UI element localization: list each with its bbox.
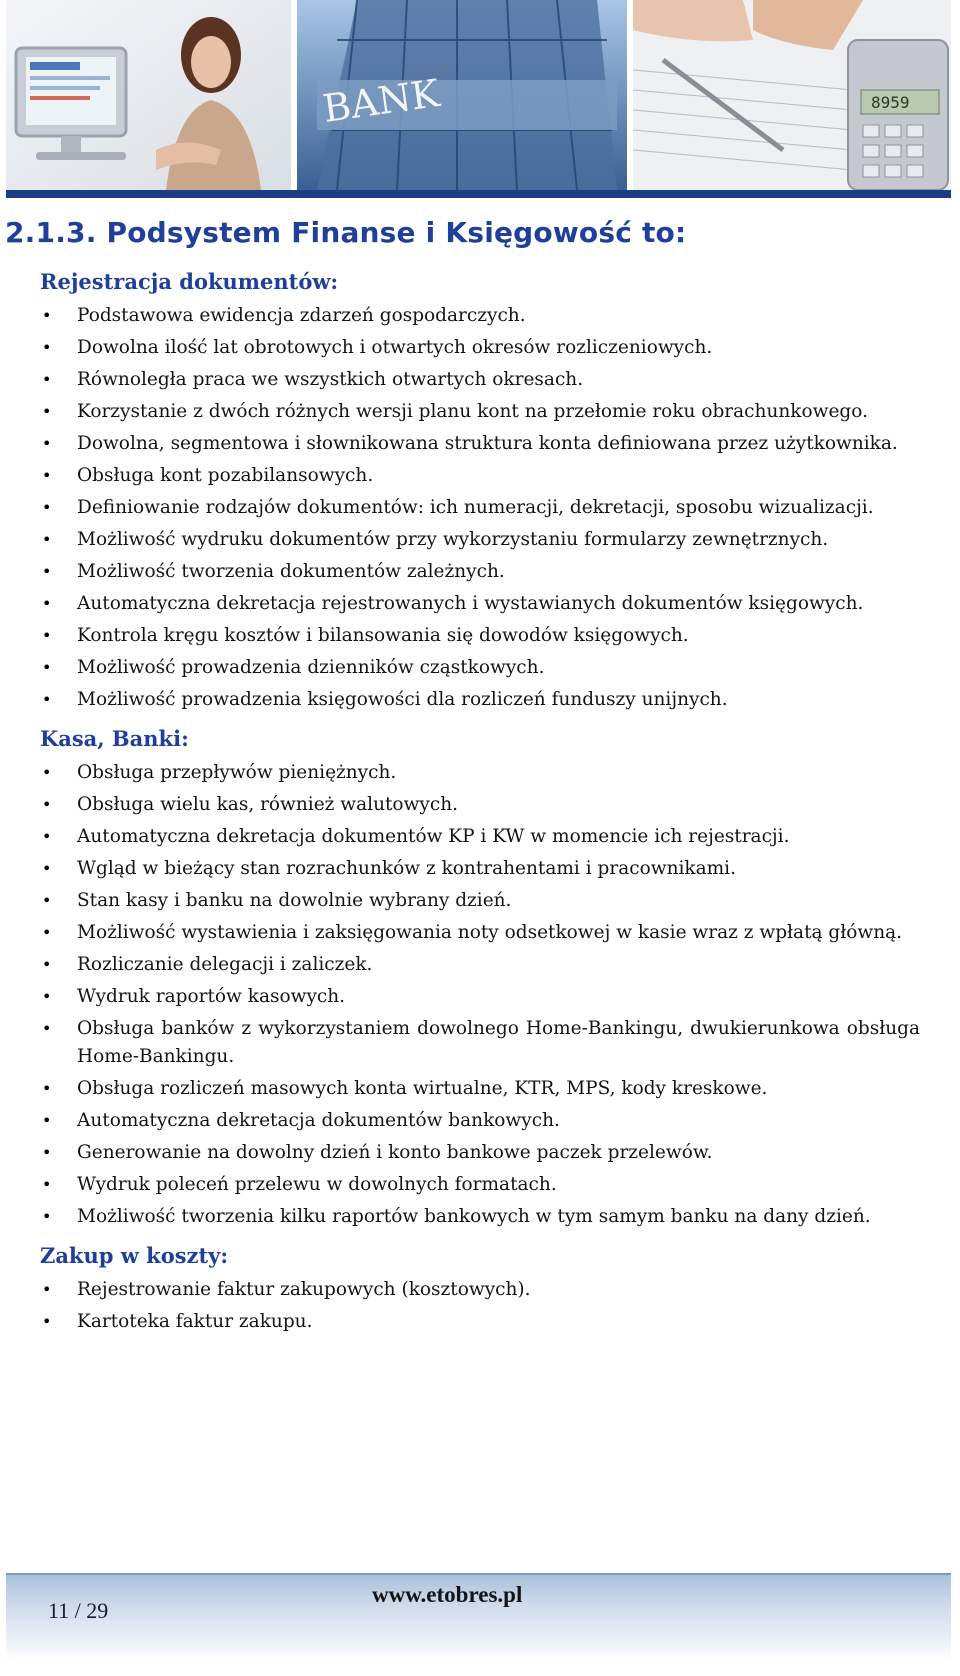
- bullet-icon: •: [42, 922, 52, 942]
- list-item-text: Kartoteka faktur zakupu.: [77, 1310, 313, 1332]
- list-item-text: Dowolna ilość lat obrotowych i otwartych okresów rozliczeniowych.: [77, 337, 713, 358]
- list-item-text: Automatyczna dekretacja dokumentów bankowych.: [77, 1110, 560, 1131]
- bullet-icon: •: [42, 1175, 52, 1194]
- list-item: [40, 791, 920, 820]
- list-item: [40, 526, 920, 555]
- section-purchase-costs: [40, 1242, 920, 1337]
- list-item-text: Obsługa kont pozabilansowych.: [77, 465, 374, 486]
- bullet-icon: •: [42, 498, 52, 517]
- bullet-icon: •: [42, 954, 52, 974]
- list-item-text: Automatyczna dekretacja dokumentów KP i KW w momencie ich rejestracji.: [77, 825, 790, 847]
- bullet-list: [40, 1276, 920, 1337]
- list-item: [40, 1171, 920, 1200]
- section-heading: Rejestracja dokumentów:: [40, 269, 339, 294]
- bullet-icon: •: [42, 794, 52, 814]
- list-item: [40, 1308, 920, 1337]
- bullet-icon: •: [42, 530, 52, 549]
- list-item: [40, 494, 920, 523]
- list-item: [40, 1107, 920, 1136]
- calculator-display-text: 8959: [871, 93, 910, 112]
- bullet-icon: •: [42, 402, 52, 421]
- banner-divider: [6, 190, 951, 198]
- list-item: [40, 855, 920, 884]
- list-item-text: Rozliczanie delegacji i zaliczek.: [77, 953, 373, 975]
- list-item-text: Wydruk poleceń przelewu w dowolnych formatach.: [77, 1174, 557, 1195]
- bullet-icon: •: [42, 762, 52, 782]
- page-title: 2.1.3. Podsystem Finanse i Księgowość to:: [5, 216, 687, 249]
- woman-at-computer-photo: [6, 0, 291, 190]
- list-item: [40, 462, 920, 491]
- list-item: [40, 558, 920, 587]
- list-item-text: Rejestrowanie faktur zakupowych (kosztowych).: [77, 1278, 531, 1300]
- list-item-text: Wydruk raportów kasowych.: [77, 985, 346, 1007]
- bullet-icon: •: [42, 1207, 52, 1226]
- page-number: 11 / 29: [48, 1598, 109, 1623]
- section-heading: Kasa, Banki:: [40, 725, 189, 751]
- section-cash-banks: [40, 725, 920, 1232]
- list-item: [40, 654, 920, 683]
- list-item-text: Obsługa banków z wykorzystaniem dowolnego Home-Bankingu, dwukierunkowa obsługa Home-Bankingu.: [77, 1017, 920, 1067]
- bullet-icon: •: [42, 1279, 52, 1299]
- list-item-text: Równoległa praca we wszystkich otwartych okresach.: [77, 369, 584, 390]
- bullet-icon: •: [42, 826, 52, 846]
- bullet-icon: •: [42, 1143, 52, 1162]
- bullet-icon: •: [42, 626, 52, 645]
- list-item: [40, 951, 920, 980]
- bullet-icon: •: [42, 1311, 52, 1331]
- list-item: [40, 1139, 920, 1168]
- list-item-text: Obsługa rozliczeń masowych konta wirtualne, KTR, MPS, kody kreskowe.: [77, 1078, 768, 1099]
- list-item-text: Możliwość prowadzenia księgowości dla rozliczeń funduszy unijnych.: [77, 689, 728, 710]
- list-item-text: Definiowanie rodzajów dokumentów: ich numeracji, dekretacji, sposobu wizualizacji.: [77, 497, 874, 518]
- bullet-icon: •: [42, 690, 52, 709]
- bullet-icon: •: [42, 434, 52, 453]
- list-item: [40, 1203, 920, 1232]
- calculator-documents-photo: [633, 0, 951, 190]
- list-item: [40, 334, 920, 363]
- list-item: [40, 887, 920, 916]
- bank-building-photo: [297, 0, 627, 190]
- list-item-text: Generowanie na dowolny dzień i konto bankowe paczek przelewów.: [77, 1142, 713, 1163]
- list-item: [40, 590, 920, 619]
- bullet-icon: •: [42, 306, 52, 325]
- bullet-icon: •: [42, 1079, 52, 1098]
- footer-divider: [6, 1573, 951, 1575]
- bullet-icon: •: [42, 562, 52, 581]
- list-item: [40, 1075, 920, 1104]
- list-item-text: Stan kasy i banku na dowolnie wybrany dzień.: [77, 889, 512, 911]
- section-heading: Zakup w koszty:: [40, 1242, 229, 1268]
- list-item: [40, 398, 920, 427]
- bank-sign-text: BANK: [320, 71, 443, 131]
- feature-list-content: [40, 268, 920, 1340]
- list-item-text: Obsługa przepływów pieniężnych.: [77, 761, 397, 783]
- section-document-registration: [40, 268, 920, 715]
- list-item-text: Możliwość wydruku dokumentów przy wykorzystaniu formularzy zewnętrznych.: [77, 529, 829, 550]
- website-url: www.etobres.pl: [372, 1582, 523, 1607]
- list-item: [40, 983, 920, 1012]
- list-item: [40, 686, 920, 715]
- list-item-text: Podstawowa ewidencja zdarzeń gospodarczych.: [77, 305, 526, 326]
- list-item-text: Dowolna, segmentowa i słownikowana struktura konta definiowana przez użytkownika.: [77, 433, 898, 454]
- list-item: [40, 430, 920, 459]
- list-item-text: Możliwość wystawienia i zaksięgowania noty odsetkowej w kasie wraz z wpłatą główną.: [77, 921, 903, 943]
- list-item-text: Możliwość tworzenia dokumentów zależnych.: [77, 561, 505, 582]
- bullet-icon: •: [42, 858, 52, 878]
- list-item: [40, 302, 920, 331]
- list-item-text: Możliwość prowadzenia dzienników cząstkowych.: [77, 657, 545, 678]
- list-item-text: Możliwość tworzenia kilku raportów bankowych w tym samym banku na dany dzień.: [77, 1206, 871, 1227]
- bullet-icon: •: [42, 1018, 52, 1038]
- list-item-text: Automatyczna dekretacja rejestrowanych i wystawianych dokumentów księgowych.: [77, 593, 864, 614]
- bullet-icon: •: [42, 466, 52, 485]
- list-item-text: Wgląd w bieżący stan rozrachunków z kontrahentami i pracownikami.: [77, 857, 736, 879]
- bullet-icon: •: [42, 1111, 52, 1130]
- list-item: [40, 366, 920, 395]
- list-item: [40, 759, 920, 788]
- list-item: [40, 919, 920, 948]
- list-item: [40, 1015, 920, 1072]
- list-item-text: Korzystanie z dwóch różnych wersji planu kont na przełomie roku obrachunkowego.: [77, 401, 868, 422]
- bullet-icon: •: [42, 986, 52, 1006]
- list-item: [40, 1276, 920, 1305]
- bullet-icon: •: [42, 658, 52, 677]
- bullet-icon: •: [42, 370, 52, 389]
- list-item: [40, 823, 920, 852]
- bullet-icon: •: [42, 890, 52, 910]
- list-item-text: Obsługa wielu kas, również walutowych.: [77, 793, 459, 815]
- header-banner: [6, 0, 951, 196]
- bullet-list: [40, 759, 920, 1232]
- bullet-icon: •: [42, 338, 52, 357]
- bullet-list: [40, 302, 920, 715]
- list-item: [40, 622, 920, 651]
- list-item-text: Kontrola kręgu kosztów i bilansowania się dowodów księgowych.: [77, 625, 689, 646]
- bullet-icon: •: [42, 594, 52, 613]
